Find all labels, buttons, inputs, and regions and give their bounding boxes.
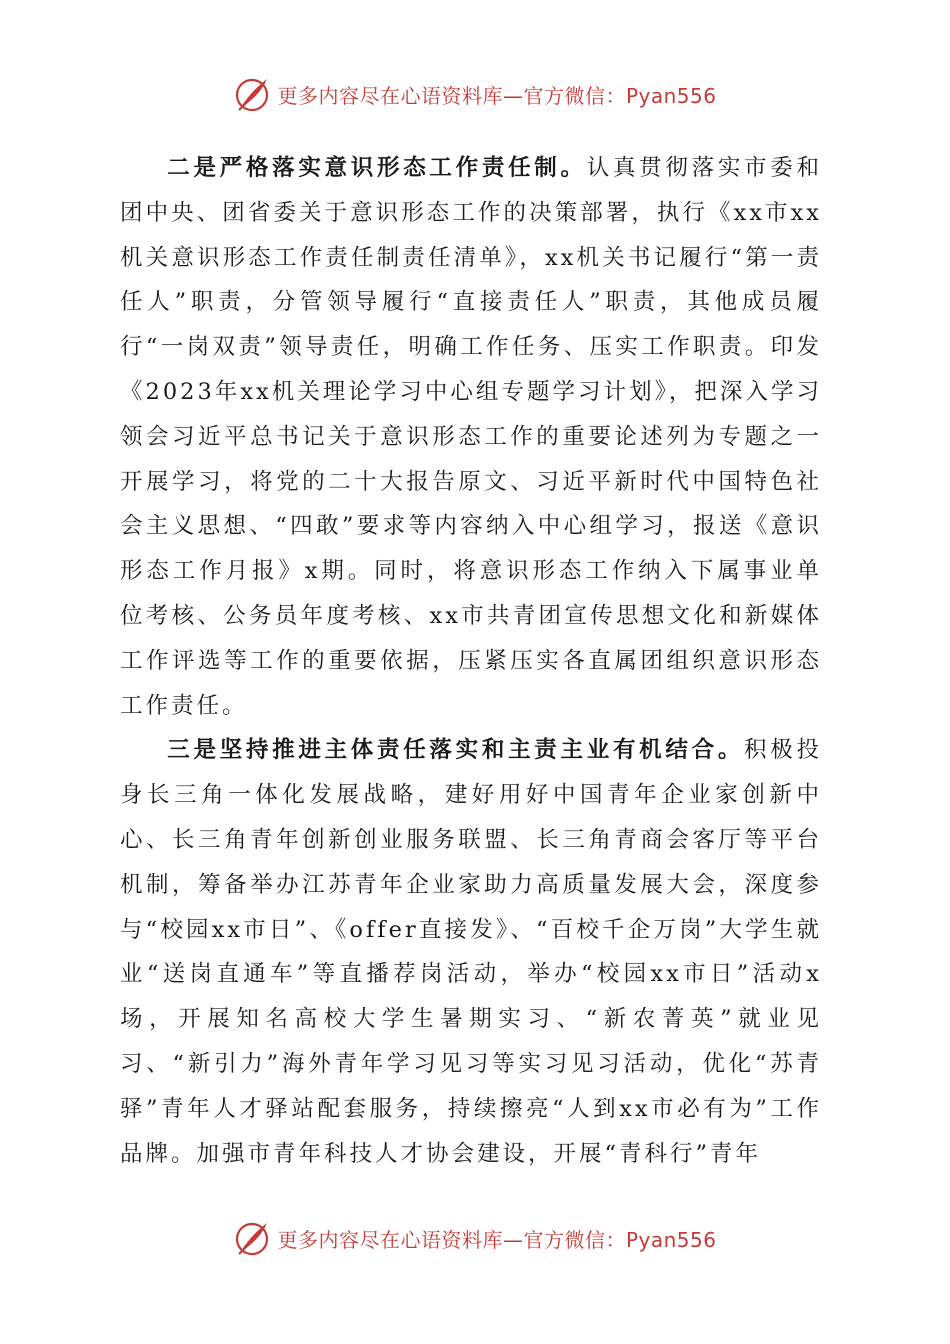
footer-watermark-banner — [0, 1216, 950, 1260]
paragraph-content: 认真贯彻落实市委和团中央、团省委关于意识形态工作的决策部署，执行《xx市xx机关意识形态工作责任制责任清单》，xx机关书记履行“第一责任人”职责，分管领导履行“直接责任人”职责，其他成员履行“一岗双责”领导责任，明确工作任务、压实工作职责。印发《2023年xx机关理论学习中心组专题学习计划》，把深入学习领会习近平总书记关于意识形态工作的重要论述列为专题之一开展学习，将党的二十大报告原文、习近平新时代中国特色社会主义思想、“四敢”要求等内容纳入中心组学习，报送《意识形态工作月报》x期。同时，将意识形态工作纳入下属事业单位考核、公务员年度考核、xx市共青团宣传思想文化和新媒体工作评选等工作的重要依据，压紧压实各直属团组织意识形态工作责任。 — [120, 155, 822, 719]
footer-watermark-text: 更多内容尽在心语资料库—官方微信：Pyan556 — [277, 1227, 717, 1252]
paragraph-heading: 二是严格落实意识形态工作责任制。 — [167, 155, 587, 181]
quill-logo-icon — [233, 74, 273, 114]
paragraph-heading: 三是坚持推进主体责任落实和主责主业有机结合。 — [167, 737, 745, 764]
header-watermark-banner — [0, 72, 950, 116]
paragraph-content: 积极投身长三角一体化发展战略，建好用好中国青年企业家创新中心、长三角青年创新创业服务联盟、长三角青商会客厅等平台机制，筹备举办江苏青年企业家助力高质量发展大会，深度参与“校园xx市日”、《offer直接发》、“百校千企万岗”大学生就业“送岗直通车”等直播荐岗活动，举办“校园xx市日”活动x场，开展知名高校大学生暑期实习、“新农菁英”就业见习、“新引力”海外青年学习见习等实习见习活动，优化“苏青驿”青年人才驿站配套服务，持续擦亮“人到xx市必有为”工作品牌。加强市青年科技人才协会建设，开展“青科行”青年 — [120, 737, 822, 1167]
paragraph-main-responsibility — [120, 728, 822, 1176]
paragraph-responsibility-system — [120, 146, 822, 728]
document-body — [120, 146, 822, 1176]
quill-logo-icon — [233, 1218, 273, 1258]
header-watermark-text: 更多内容尽在心语资料库—官方微信：Pyan556 — [277, 83, 717, 108]
